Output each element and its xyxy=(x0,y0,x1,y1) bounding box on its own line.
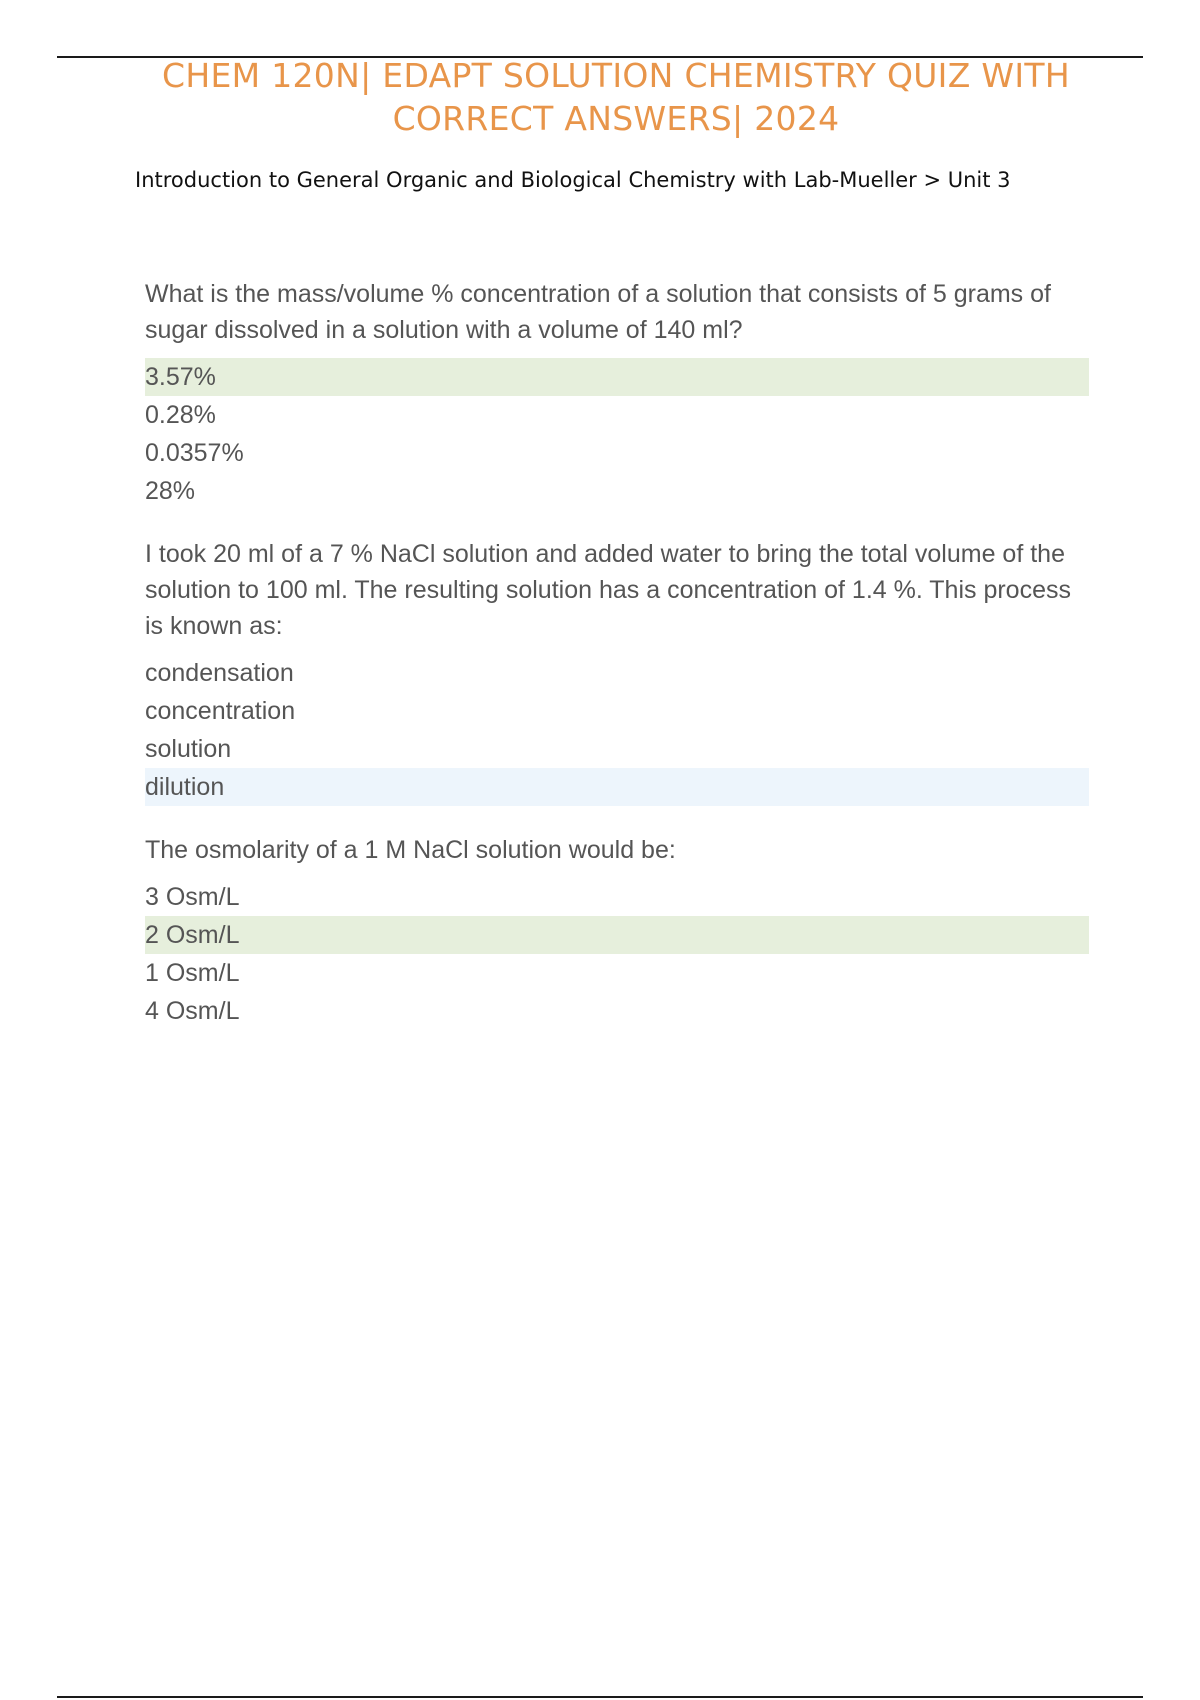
bottom-rule xyxy=(57,1696,1143,1698)
question-block-3 xyxy=(145,832,1089,1030)
question-block-1 xyxy=(145,276,1089,510)
answer-option[interactable]: 28% xyxy=(145,477,196,505)
quiz-body xyxy=(145,276,1089,1030)
answer-option[interactable]: solution xyxy=(145,735,232,763)
answer-list xyxy=(145,878,1089,1030)
question-text: What is the mass/volume % concentration of a solution that consists of 5 grams of sugar dissolved in a solution with a volume of 140 ml? xyxy=(145,280,1051,344)
answer-list xyxy=(145,358,1089,510)
question-text: The osmolarity of a 1 M NaCl solution would be: xyxy=(145,836,676,864)
title-line-2: CORRECT ANSWERS| 2024 xyxy=(392,99,840,138)
answer-option[interactable]: 1 Osm/L xyxy=(145,959,240,987)
question-text: I took 20 ml of a 7 % NaCl solution and added water to bring the total volume of the solution to 100 ml. The resulting solution has a concentration of 1.4 %. This process is known as: xyxy=(145,540,1071,640)
title-line-1: CHEM 120N| EDAPT SOLUTION CHEMISTRY QUIZ WITH xyxy=(162,56,1070,95)
answer-option[interactable]: 0.28% xyxy=(145,401,216,429)
answer-option-correct[interactable]: 3.57% xyxy=(145,358,1089,396)
answer-option[interactable]: 4 Osm/L xyxy=(145,997,240,1025)
document-title xyxy=(80,54,1152,140)
answer-option[interactable]: 3 Osm/L xyxy=(145,883,240,911)
question-block-2 xyxy=(145,536,1089,806)
breadcrumb: Introduction to General Organic and Biological Chemistry with Lab-Mueller > Unit 3 xyxy=(135,168,1011,192)
answer-option[interactable]: 0.0357% xyxy=(145,439,244,467)
answer-option[interactable]: concentration xyxy=(145,697,296,725)
answer-list xyxy=(145,654,1089,806)
answer-option-selected[interactable]: dilution xyxy=(145,768,1089,806)
answer-option[interactable]: condensation xyxy=(145,659,294,687)
answer-option-correct[interactable]: 2 Osm/L xyxy=(145,916,1089,954)
